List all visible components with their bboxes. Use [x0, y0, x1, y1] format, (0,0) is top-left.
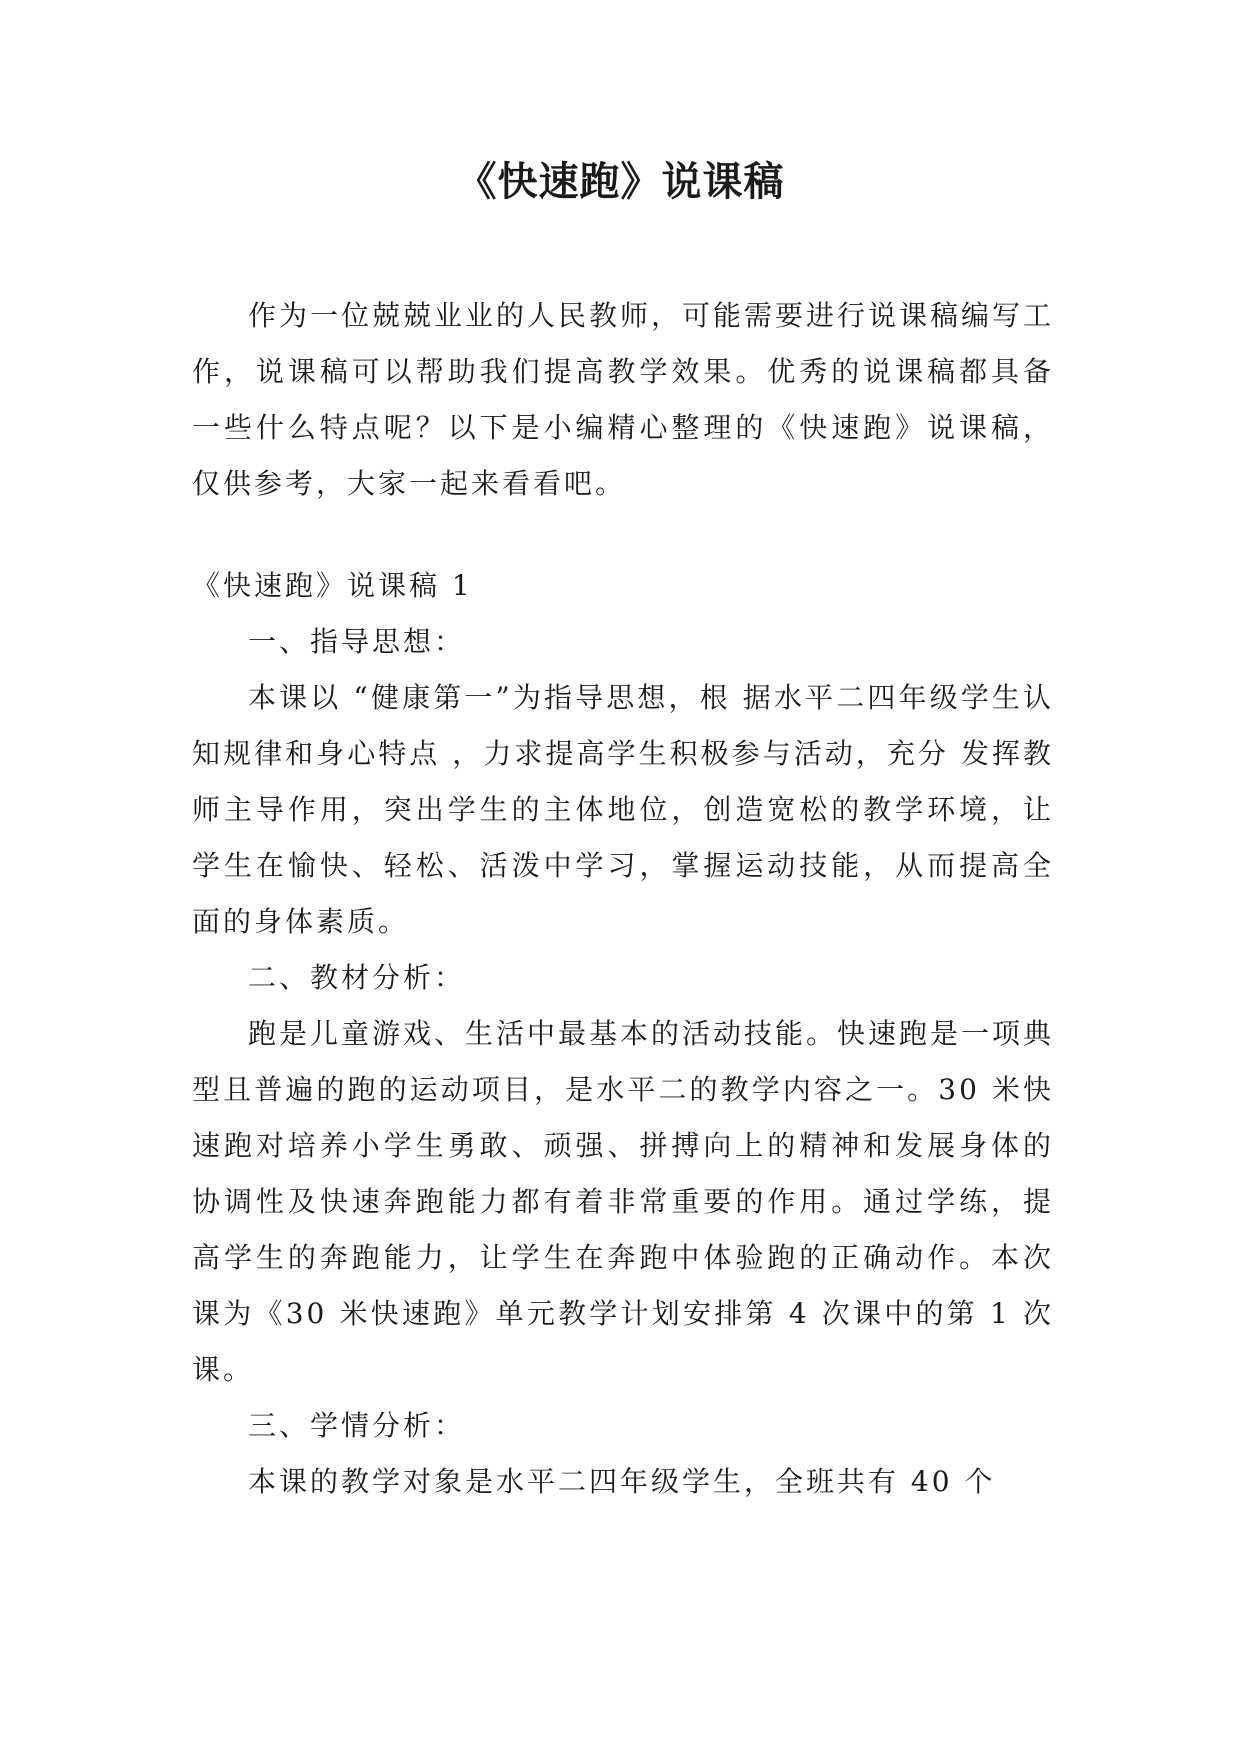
section-title: 《快速跑》说课稿 1: [192, 569, 473, 602]
spacer: [192, 512, 1054, 558]
document-body: [192, 288, 1054, 1510]
intro-paragraph: 作为一位兢兢业业的人民教师，可能需要进行说课稿编写工作，说课稿可以帮助我们提高教学效果。优秀的说课稿都具备一些什么特点呢？以下是小编精心整理的《快速跑》说课稿，仅供参考，大家一起来看看吧。: [192, 299, 1055, 500]
document-title: 《快速跑》说课稿: [456, 159, 785, 205]
paragraph-student-analysis: 本课的教学对象是水平二四年级学生，全班共有 40 个: [248, 1465, 996, 1498]
paragraph-material-analysis: 跑是儿童游戏、生活中最基本的活动技能。快速跑是一项典型且普遍的跑的运动项目，是水平二的教学内容之一。30 米快速跑对培养小学生勇敢、顽强、拼搏向上的精神和发展身体的协调性及快速奔跑能力都有着非常重要的作用。通过学练，提高学生的奔跑能力，让学生在奔跑中体验跑的正确动作。本次课为《30 米快速跑》单元教学计划安排第 4 次课中的第 1 次课。: [192, 1017, 1055, 1386]
heading-material-analysis: 二、教材分析：: [248, 961, 466, 994]
paragraph-guiding-ideology: 本课以 “健康第一”为指导思想，根 据水平二四年级学生认知规律和身心特点 ，力求提高学生积极参与活动，充分 发挥教师主导作用，突出学生的主体地位，创造宽松的教学环境，让学生在愉快、轻松、活泼中学习，掌握运动技能，从而提高全面的身体素质。: [192, 681, 1054, 938]
heading-guiding-ideology: 一、指导思想：: [248, 625, 466, 658]
heading-student-analysis: 三、学情分析：: [248, 1409, 466, 1442]
